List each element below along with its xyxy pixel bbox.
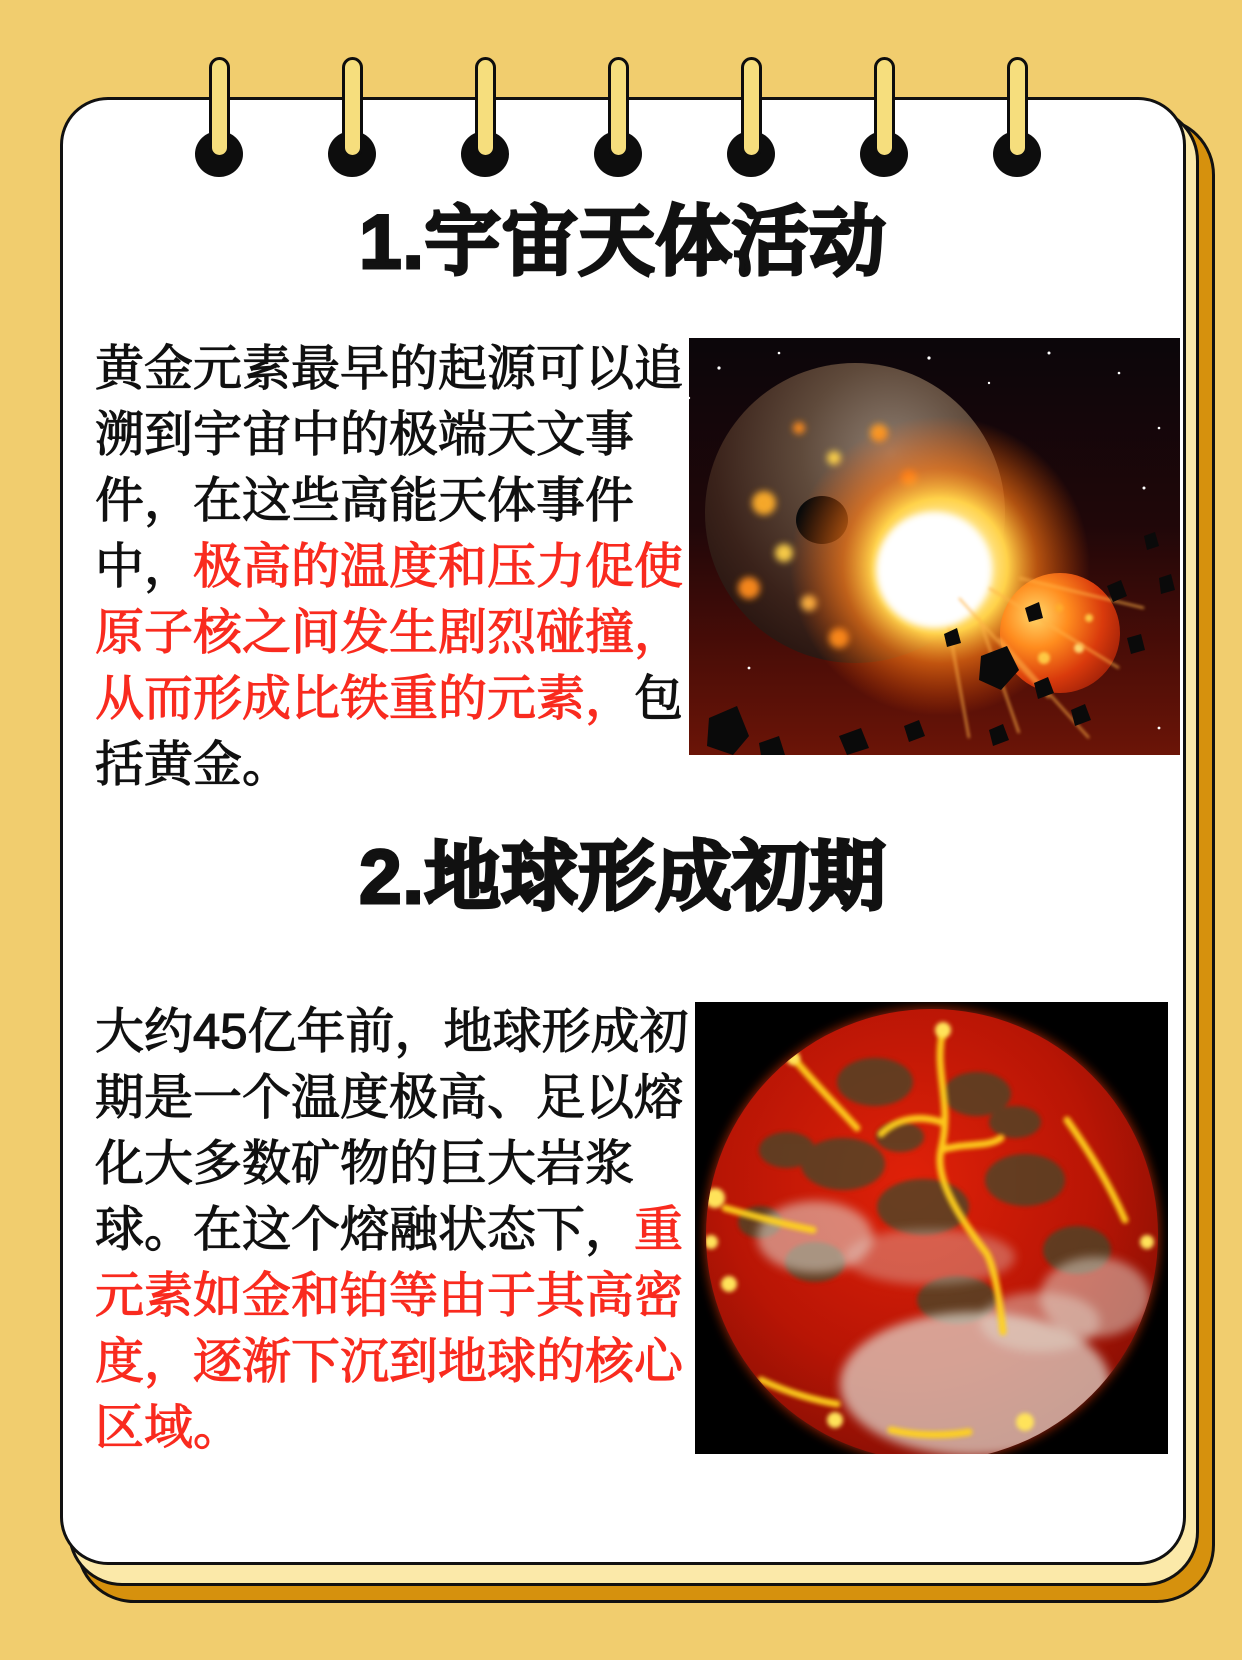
ring-bar-icon (608, 57, 629, 158)
paragraph-2 (95, 999, 695, 1461)
paragraph-line: 大约45亿年前，地球形成初 (95, 1005, 689, 1059)
paragraph-line: 原子核之间发生剧烈碰撞， (95, 606, 684, 660)
paragraph-line: 区域。 (95, 1401, 243, 1455)
paragraph-line: 期是一个温度极高、足以熔 (95, 1071, 684, 1125)
ring-bar-icon (475, 57, 496, 158)
molten-earth-art (695, 1002, 1168, 1454)
paragraph-line: 球。在这个熔融状态下，重 (95, 1203, 684, 1257)
ring-bar-icon (342, 57, 363, 158)
paragraph-line: 件，在这些高能天体事件 (95, 474, 635, 528)
planet-collision-art (689, 338, 1180, 755)
paragraph-line: 化大多数矿物的巨大岩浆 (95, 1137, 635, 1191)
paragraph-line: 度，逐渐下沉到地球的核心 (95, 1335, 684, 1389)
section-2-title: 2.地球形成初期 (359, 835, 887, 920)
paragraph-line: 中，极高的温度和压力促使 (95, 540, 684, 594)
ring-bar-icon (874, 57, 895, 158)
planet-collision-image (689, 338, 1180, 755)
paragraph-line: 括黄金。 (95, 738, 292, 792)
ring-bar-icon (1007, 57, 1028, 158)
paragraph-line: 黄金元素最早的起源可以追 (95, 342, 684, 396)
ring-bar-icon (209, 57, 230, 158)
paragraph-line: 溯到宇宙中的极端天文事 (95, 408, 635, 462)
ring-bar-icon (741, 57, 762, 158)
paragraph-1 (95, 336, 695, 798)
paragraph-line: 元素如金和铂等由于其高密 (95, 1269, 684, 1323)
section-1-title: 1.宇宙天体活动 (359, 200, 887, 285)
molten-earth-image (695, 1002, 1168, 1454)
paragraph-line: 从而形成比铁重的元素，包 (95, 672, 684, 726)
